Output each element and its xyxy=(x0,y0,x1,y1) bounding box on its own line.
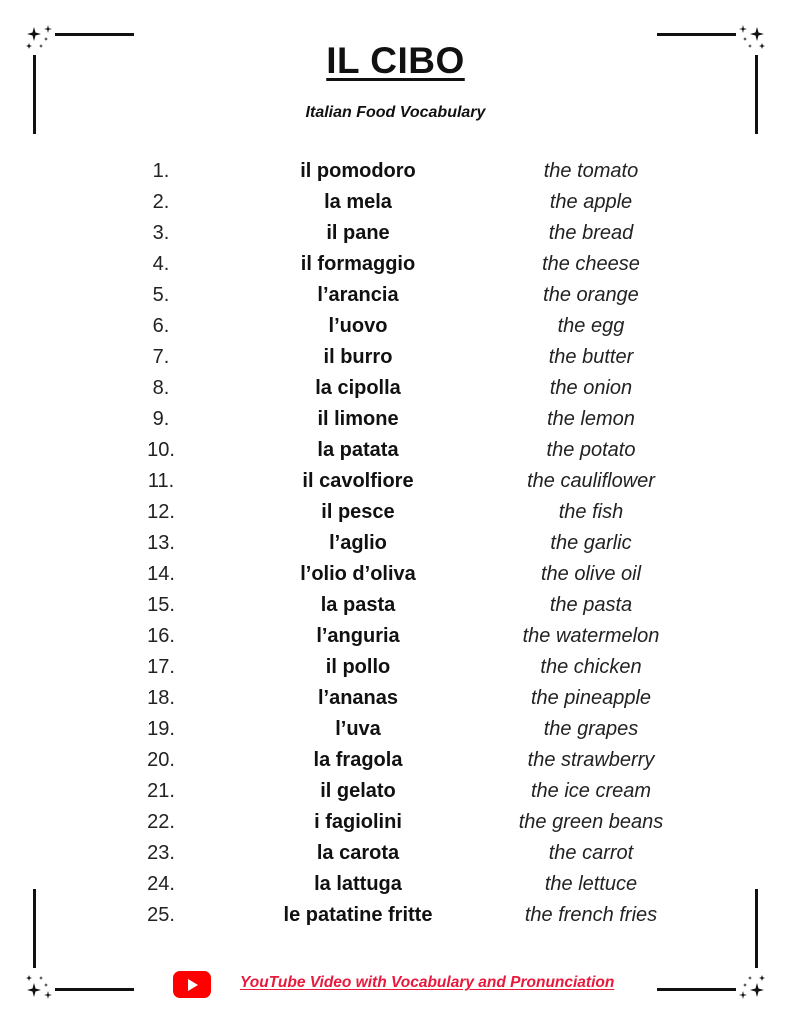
italian-word: il burro xyxy=(323,346,393,368)
italian-word: l’uovo xyxy=(328,315,388,337)
row-number: 18. xyxy=(147,687,175,709)
italian-word: le patatine fritte xyxy=(283,904,433,926)
english-translation: the garlic xyxy=(550,532,632,554)
row-number: 12. xyxy=(147,501,175,523)
vocabulary-row xyxy=(0,590,791,621)
italian-word: il pesce xyxy=(321,501,395,523)
youtube-video-link[interactable]: YouTube Video with Vocabulary and Pronunciation xyxy=(240,974,615,991)
vocabulary-row xyxy=(0,528,791,559)
english-translation: the tomato xyxy=(543,160,639,182)
footer xyxy=(0,968,791,1002)
vocabulary-row xyxy=(0,652,791,683)
italian-word: la pasta xyxy=(320,594,396,616)
english-translation: the cauliflower xyxy=(527,470,655,492)
vocabulary-row xyxy=(0,838,791,869)
row-number: 7. xyxy=(152,346,170,368)
row-number: 19. xyxy=(147,718,175,740)
italian-word: il formaggio xyxy=(300,253,416,275)
corner-line-top-left-h xyxy=(55,33,134,36)
english-translation: the ice cream xyxy=(530,780,652,802)
italian-word: l’anguria xyxy=(316,625,400,647)
english-translation: the strawberry xyxy=(527,749,655,771)
vocabulary-row xyxy=(0,373,791,404)
italian-word: l’ananas xyxy=(317,687,399,709)
italian-word: la lattuga xyxy=(314,873,402,895)
vocabulary-row xyxy=(0,683,791,714)
vocabulary-row xyxy=(0,714,791,745)
page-subtitle: Italian Food Vocabulary xyxy=(305,104,486,121)
english-translation: the lemon xyxy=(547,408,635,430)
vocabulary-row xyxy=(0,621,791,652)
english-translation: the orange xyxy=(543,284,639,306)
vocabulary-row xyxy=(0,404,791,435)
row-number: 8. xyxy=(152,377,170,399)
row-number: 1. xyxy=(152,160,170,182)
vocabulary-row xyxy=(0,559,791,590)
english-translation: the pasta xyxy=(549,594,633,616)
row-number: 25. xyxy=(147,904,175,926)
row-number: 21. xyxy=(147,780,175,802)
english-translation: the watermelon xyxy=(522,625,660,647)
row-number: 16. xyxy=(147,625,175,647)
vocabulary-row xyxy=(0,869,791,900)
row-number: 6. xyxy=(152,315,170,337)
english-translation: the potato xyxy=(546,439,636,461)
italian-word: l’uva xyxy=(335,718,381,740)
italian-word: l’olio d’oliva xyxy=(300,563,416,585)
row-number: 20. xyxy=(147,749,175,771)
vocabulary-row xyxy=(0,435,791,466)
vocabulary-row xyxy=(0,776,791,807)
english-translation: the grapes xyxy=(543,718,639,740)
english-translation: the apple xyxy=(549,191,633,213)
vocabulary-row xyxy=(0,280,791,311)
italian-word: il limone xyxy=(317,408,399,430)
vocabulary-row xyxy=(0,156,791,187)
vocabulary-row xyxy=(0,187,791,218)
row-number: 4. xyxy=(152,253,170,275)
italian-word: il cavolfiore xyxy=(302,470,414,492)
italian-word: il gelato xyxy=(320,780,396,802)
row-number: 24. xyxy=(147,873,175,895)
row-number: 11. xyxy=(147,470,175,492)
vocabulary-row xyxy=(0,466,791,497)
italian-word: il pane xyxy=(326,222,390,244)
row-number: 17. xyxy=(147,656,175,678)
row-number: 14. xyxy=(147,563,175,585)
english-translation: the french fries xyxy=(524,904,658,926)
english-translation: the olive oil xyxy=(540,563,642,585)
row-number: 2. xyxy=(152,191,170,213)
english-translation: the onion xyxy=(549,377,633,399)
youtube-icon[interactable] xyxy=(173,971,211,998)
italian-word: l’arancia xyxy=(317,284,399,306)
italian-word: la carota xyxy=(316,842,400,864)
row-number: 13. xyxy=(147,532,175,554)
italian-word: l’aglio xyxy=(329,532,387,554)
vocabulary-row xyxy=(0,745,791,776)
page-title xyxy=(0,40,791,82)
english-translation: the fish xyxy=(558,501,624,523)
vocabulary-row xyxy=(0,342,791,373)
italian-word: la mela xyxy=(324,191,392,213)
row-number: 10. xyxy=(147,439,175,461)
english-translation: the egg xyxy=(557,315,625,337)
english-translation: the green beans xyxy=(518,811,664,833)
english-translation: the chicken xyxy=(540,656,642,678)
row-number: 15. xyxy=(147,594,175,616)
english-translation: the cheese xyxy=(542,253,640,275)
italian-word: i fagiolini xyxy=(314,811,402,833)
vocabulary-row xyxy=(0,807,791,838)
corner-line-top-right-h xyxy=(657,33,736,36)
row-number: 22. xyxy=(147,811,175,833)
italian-word: la cipolla xyxy=(315,377,401,399)
english-translation: the butter xyxy=(548,346,634,368)
italian-word: il pollo xyxy=(325,656,391,678)
vocabulary-row xyxy=(0,497,791,528)
vocabulary-row xyxy=(0,249,791,280)
italian-word: la fragola xyxy=(313,749,403,771)
vocabulary-list xyxy=(0,156,791,931)
italian-word: il pomodoro xyxy=(300,160,416,182)
english-translation: the carrot xyxy=(548,842,634,864)
italian-word: la patata xyxy=(317,439,399,461)
english-translation: the lettuce xyxy=(544,873,638,895)
english-translation: the pineapple xyxy=(530,687,652,709)
row-number: 3. xyxy=(152,222,170,244)
vocabulary-row xyxy=(0,311,791,342)
row-number: 9. xyxy=(152,408,170,430)
row-number: 23. xyxy=(147,842,175,864)
english-translation: the bread xyxy=(548,222,634,244)
vocabulary-row xyxy=(0,218,791,249)
row-number: 5. xyxy=(152,284,170,306)
vocabulary-row xyxy=(0,900,791,931)
page-title-text: IL CIBO xyxy=(326,40,465,81)
